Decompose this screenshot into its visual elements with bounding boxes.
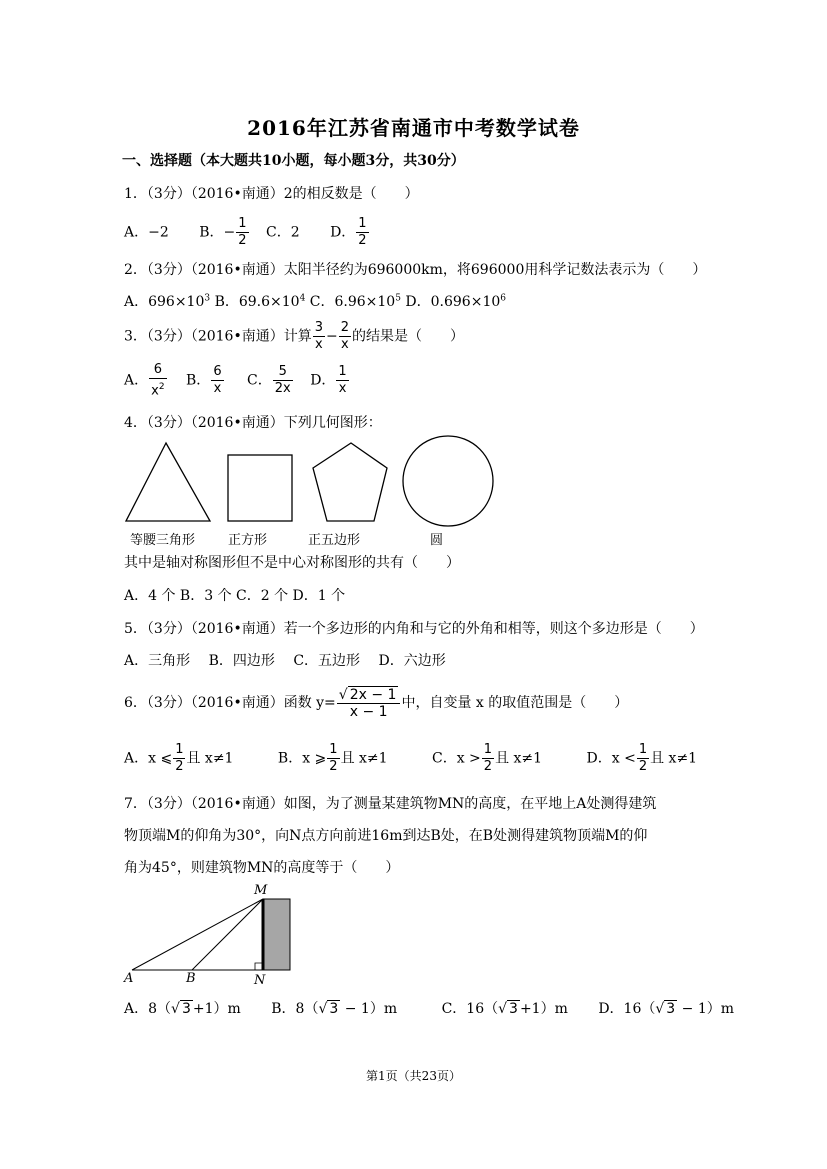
sightline-a-m [132, 899, 263, 970]
shape-label-square: 正方形 [228, 533, 268, 548]
question-7-line-3: 角为45°，则建筑物MN的高度等于（ ） [124, 860, 400, 876]
question-1-stem: 1．（3分）（2016•南通）2的相反数是（ ） [124, 186, 419, 202]
page-title: 2016年江苏省南通市中考数学试卷 [247, 116, 580, 140]
question-4-options: A．4 个 B．3 个 C．2 个 D．1 个 [124, 588, 346, 604]
question-6-stem: 6．（3分）（2016•南通）函数 y= $\frac{√ 2x - 1}{x - 1}$ 中，自变量 x 的取值范围是（ ） [124, 687, 629, 720]
label-b: B [186, 971, 196, 986]
question-4-stem: 4．（3分）（2016•南通）下列几何图形： [124, 415, 382, 431]
question-7-options: A．8（√ 3 +1）m B．8（√ 3 − 1）m C．16（√ 3 +1）m D．16（√ 3 − 1）m [124, 1001, 735, 1017]
square-shape [228, 455, 292, 521]
question-5-options: A．三角形 B．四边形 C．五边形 D．六边形 [124, 653, 446, 669]
shape-label-circle: 圆 [430, 533, 444, 548]
section-heading: 一、选择题（本大题共10小题，每小题3分，共30分） [122, 153, 465, 169]
question-3-options: A． $\frac{6}{x^2}$ B． $\frac{6}{x}$ C． $\frac{5}{2x}$ D． $\frac{1}{x}$ [124, 362, 347, 399]
question-5-stem: 5．（3分）（2016•南通）若一个多边形的内角和与它的外角和相等，则这个多边形是（ ） [124, 621, 704, 637]
q1-option-c: C．2 [265, 224, 300, 241]
question-7-line-1: 7．（3分）（2016•南通）如图，为了测量某建筑物MN的高度，在平地上A处测得建筑 [124, 796, 657, 812]
label-n: N [254, 973, 266, 988]
q7-building-figure [120, 880, 300, 988]
label-m: M [254, 883, 268, 898]
question-6-options: A．x ⩽ $\frac{1}{2}$ 且 x≠1 B．x ⩾ $\frac{1}{2}$ 且 x≠1 C．x > $\frac{1}{2}$ 且 x≠1 D．x < $\frac{1}{2}$ 且 x≠1 [124, 742, 698, 774]
question-4-question: 其中是轴对称图形但不是中心对称图形的共有（ ） [124, 555, 460, 571]
question-2-options: A．$696\times 10^3$ B．$69.6\times 10^4$ C．$6.96\times 10^5$ D．$0.696\times 10^6$ [124, 293, 506, 310]
page-footer: 第1页（共23页） [366, 1069, 461, 1083]
circle-shape [403, 436, 493, 526]
label-a: A [124, 971, 134, 986]
q1-option-a: −2 [148, 224, 169, 241]
building-shape [263, 899, 290, 970]
question-3-stem: 3．（3分）（2016•南通）计算 $\frac{3}{x}$ − $\frac{2}{x}$ 的结果是（ ） [124, 320, 464, 352]
question-2-stem: 2．（3分）（2016•南通）太阳半径约为696000km，将696000用科学记数法表示为（ ） [124, 262, 707, 278]
q1-option-d-fraction: $\frac{1}{2}$ [358, 216, 367, 248]
question-7-line-2: 物顶端M的仰角为30°，向N点方向前进16m到达B处，在B处测得建筑物顶端M的仰 [124, 828, 648, 844]
shape-label-triangle: 等腰三角形 [130, 533, 196, 548]
shape-label-pentagon: 正五边形 [308, 533, 361, 548]
q1-option-b-fraction: $\frac{1}{2}$ [238, 216, 247, 248]
q4-shapes-figure [122, 435, 502, 530]
sightline-b-m [192, 899, 263, 970]
isosceles-triangle-shape [126, 443, 210, 521]
question-1-options: A．−2 B．− $\frac{1}{2}$ C．2 D． $\frac{1}{2}$ [124, 216, 367, 248]
regular-pentagon-shape [313, 443, 387, 521]
